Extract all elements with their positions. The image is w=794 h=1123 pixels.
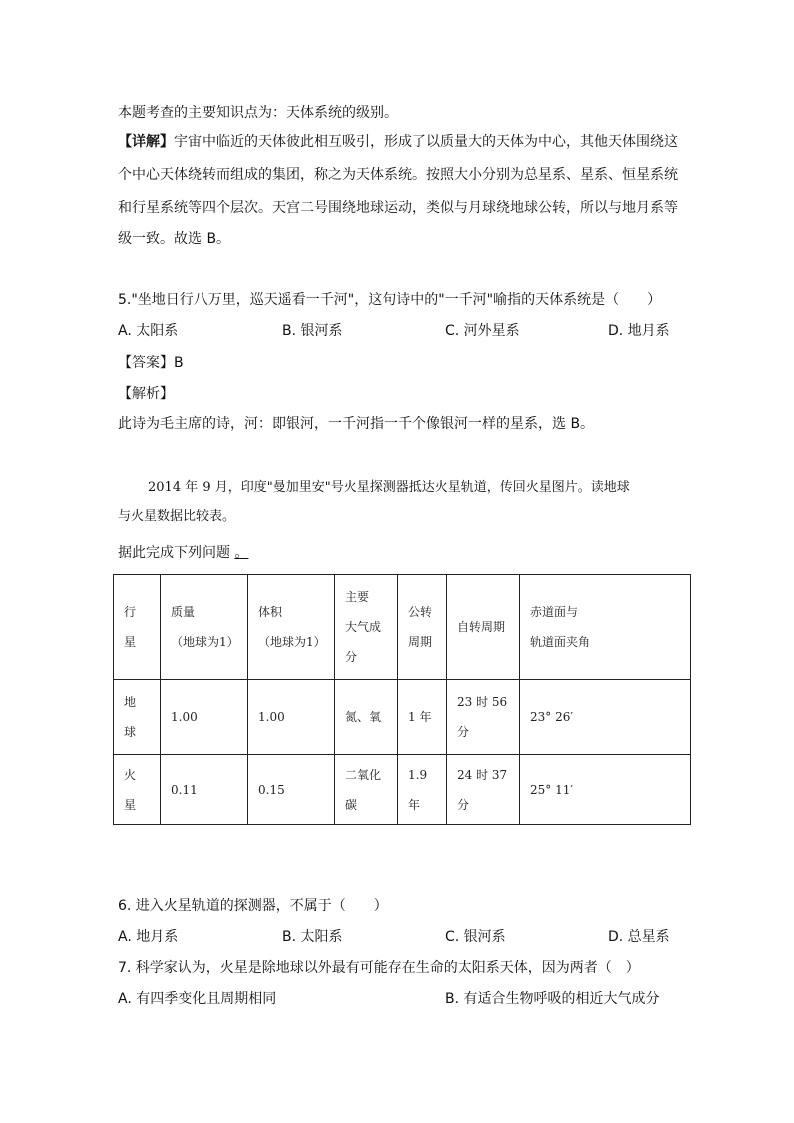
header-cell-obliquity: 赤道面与 轨道面夹角 <box>520 575 691 680</box>
material-paragraph-1: 2014 年 9 月，印度"曼加里安"号火星探测器抵达火星轨道，传回火星图片。读地球 <box>148 480 630 495</box>
row-mars-rotation: 24 时 37 分 <box>447 755 520 825</box>
q6-options <box>118 927 678 947</box>
prompt-tail: 。 <box>234 545 249 561</box>
q5-options <box>118 321 678 341</box>
row-earth-atmosphere: 氮、氧 <box>335 680 398 755</box>
q5-option-d: D. 地月系 <box>608 323 670 339</box>
header-cell-atmosphere: 主要 大气成 分 <box>335 575 398 680</box>
q5-option-b: B. 银河系 <box>282 323 343 339</box>
q5-analysis: 此诗为毛主席的诗，河：即银河，一千河指一千个像银河一样的星系，选 B。 <box>118 416 595 432</box>
table-header-row <box>114 575 691 680</box>
header-cell-volume: 体积 （地球为1） <box>248 575 335 680</box>
q5-answer: 【答案】B <box>118 355 184 371</box>
row-earth-revolution: 1 年 <box>398 680 447 755</box>
q6-option-a: A. 地月系 <box>118 929 179 945</box>
row-earth-rotation: 23 时 56 分 <box>447 680 520 755</box>
header-cell-revolution: 公转 周期 <box>398 575 447 680</box>
row-mars-volume: 0.15 <box>248 755 335 825</box>
detail-text: 宇宙中临近的天体彼此相互吸引，形成了以质量大的天体为中心，其他天体围绕这 <box>174 134 678 150</box>
detail-paragraph-line-2: 个中心天体绕转而组成的集团，称之为天体系统。按照大小分别为总星系、星系、恒星系统 <box>118 167 678 183</box>
prompt-text: 据此完成下列问题 <box>118 545 230 561</box>
q7-option-b: B. 有适合生物呼吸的相近大气成分 <box>445 991 660 1007</box>
row-mars-mass: 0.11 <box>161 755 248 825</box>
row-mars-obliquity: 25° 11′ <box>520 755 691 825</box>
q6-stem: 6. 进入火星轨道的探测器，不属于（ ） <box>118 898 388 914</box>
knowledge-point: 本题考查的主要知识点为：天体系统的级别。 <box>118 105 398 121</box>
material-paragraph-2: 与火星数据比较表。 <box>118 509 236 524</box>
q6-option-d: D. 总星系 <box>608 929 670 945</box>
q5-option-a: A. 太阳系 <box>118 323 179 339</box>
q7-option-a: A. 有四季变化且周期相同 <box>118 991 277 1007</box>
q5-analysis-tag: 【解析】 <box>118 386 174 402</box>
row-mars-revolution: 1.9 年 <box>398 755 447 825</box>
detail-paragraph-line-4: 级一致。故选 B。 <box>118 231 231 247</box>
header-cell-planet: 行 星 <box>114 575 161 680</box>
q6-option-c: C. 银河系 <box>445 929 506 945</box>
earth-mars-comparison-table <box>113 574 691 825</box>
table-row <box>114 680 691 755</box>
row-earth-planet: 地 球 <box>114 680 161 755</box>
q5-option-c: C. 河外星系 <box>445 323 520 339</box>
row-mars-atmosphere: 二氧化 碳 <box>335 755 398 825</box>
header-cell-rotation: 自转周期 <box>447 575 520 680</box>
header-cell-mass: 质量 （地球为1） <box>161 575 248 680</box>
row-mars-planet: 火 星 <box>114 755 161 825</box>
row-earth-volume: 1.00 <box>248 680 335 755</box>
table-row <box>114 755 691 825</box>
q7-stem: 7. 科学家认为，火星是除地球以外最有可能存在生命的太阳系天体，因为两者（ ） <box>118 960 640 976</box>
material-prompt <box>118 543 248 563</box>
detail-tag: 【详解】 <box>118 134 174 150</box>
q5-stem: 5."坐地日行八万里，巡天遥看一千河"，这句诗中的"一千河"喻指的天体系统是（ ） <box>118 292 662 308</box>
q6-option-b: B. 太阳系 <box>282 929 343 945</box>
row-earth-obliquity: 23° 26′ <box>520 680 691 755</box>
q7-options <box>118 989 678 1009</box>
detail-paragraph-line-1 <box>118 132 678 152</box>
detail-paragraph-line-3: 和行星系统等四个层次。天宫二号围绕地球运动，类似与月球绕地球公转，所以与地月系等 <box>118 200 678 216</box>
row-earth-mass: 1.00 <box>161 680 248 755</box>
